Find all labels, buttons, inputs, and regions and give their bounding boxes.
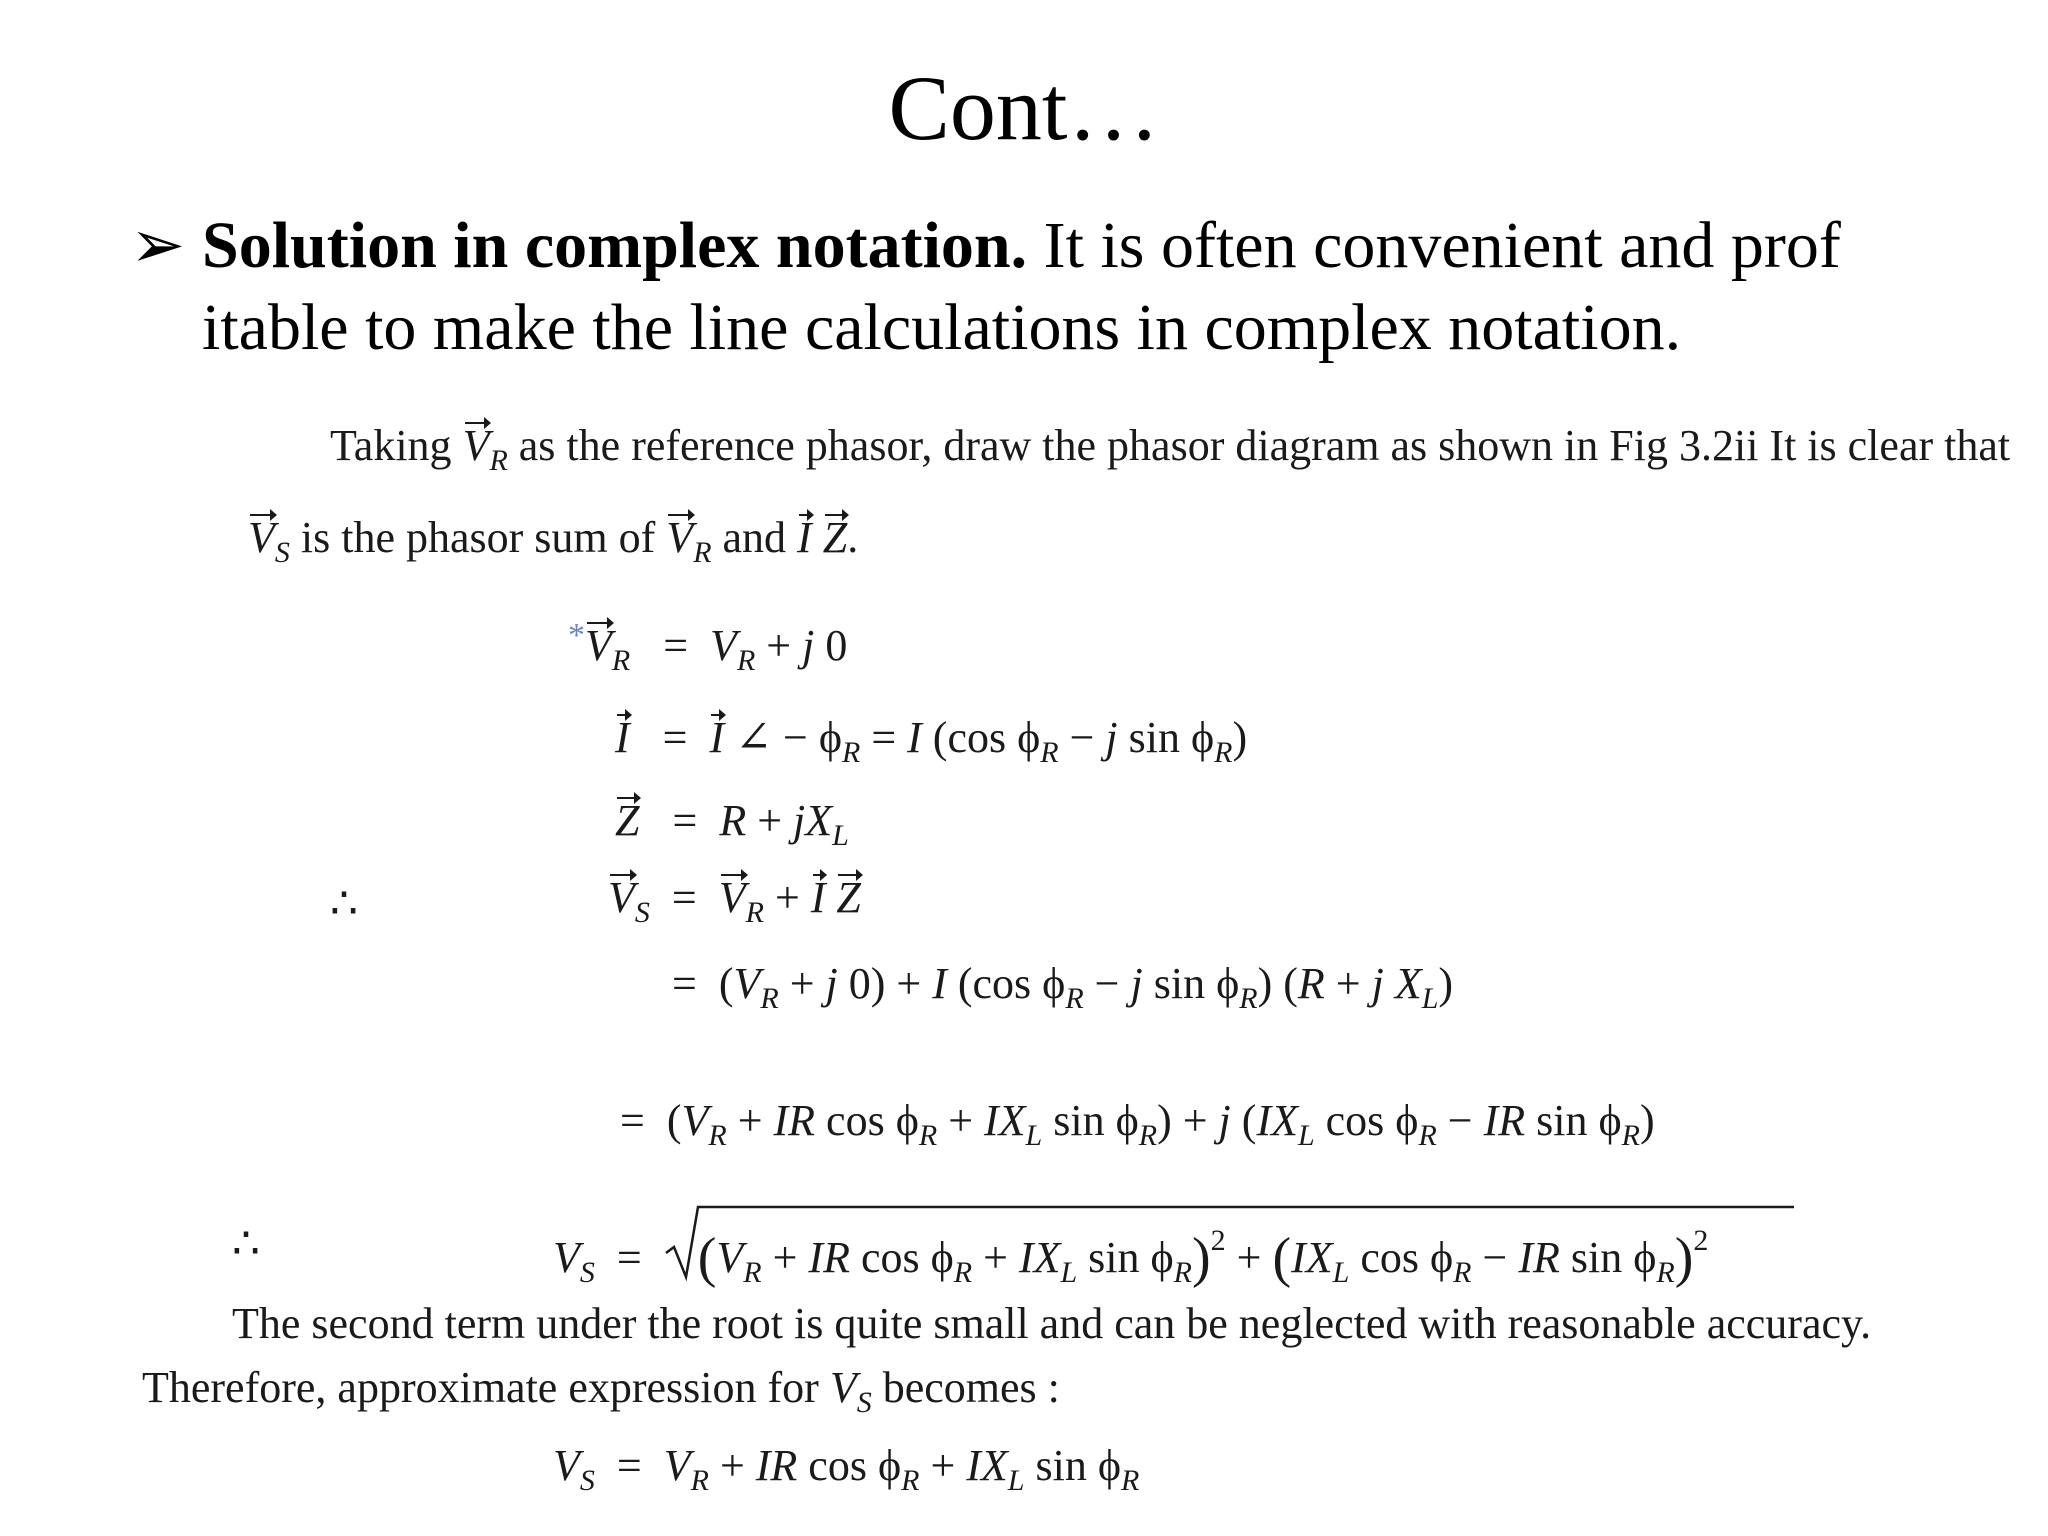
text-becomes: becomes : (882, 1363, 1060, 1412)
vector-vr: V (462, 421, 490, 470)
equation-vs-approx: $V_S = V_R$ + IR $\cos \phi_R + IX_L$ $\sin \phi_R$ (553, 1441, 1140, 1497)
text-line-phasor-sum: $V_S$ is the phasor sum of $V_R$ and I Z. (248, 513, 859, 569)
equation-i: I = I ∠ − $\phi_R = I$ (cos $\phi_R - j$ $\sin \phi_R$) (615, 713, 1248, 769)
bullet-text (202, 205, 1982, 369)
vector-i: I (797, 513, 812, 562)
square-root-icon: ($V_R$ + IR $\cos \phi_R + IX_L$ $\sin \phi_R)^2 + (IX_L$ $\cos \phi_R$ − IR $\sin \phi_R)^2$ (664, 1215, 1709, 1299)
bullet-bold-heading: Solution in complex notation. (202, 209, 1028, 282)
paragraph-second-term: The second term under the root is quite small and can be neglected with reasonable accuracy. (232, 1299, 1872, 1348)
equation-vs-expand: = ($V_R + j$ 0) + I (cos $\phi_R - j$ $\sin \phi_R$) (R + j $X_L$) (672, 959, 1454, 1015)
equation-vr: $^*V_R = V_R + j$ 0 (568, 617, 848, 677)
text-phasor-sum: is the phasor sum of (300, 513, 656, 562)
equation-z: $Z = R + jX_L$ (615, 796, 849, 852)
equation-vs-complex: = ($V_R$ + IR $\cos \phi_R + IX_L$ $\sin \phi_R) + j$ ($IX_L$ $\cos \phi_R$ − IR $\sin \phi_R$) (620, 1096, 1655, 1152)
paragraph-approximate: Therefore, approximate expression for $V_S$ becomes : (142, 1363, 1060, 1419)
bullet-arrow-icon: ➢ (130, 209, 186, 282)
text-and: and (722, 513, 787, 562)
text-reference-phasor: as the reference phasor, draw the phasor diagram as shown in Fig 3.2ii It is clear that (518, 421, 2011, 470)
text-approximate: Therefore, approximate expression for (142, 1363, 819, 1412)
equation-vs-magnitude: $V_S$ = ($V_R$ + IR $\cos \phi_R + IX_L$ $\sin \phi_R)^2 + (IX_L$ $\cos \phi_R$ − IR $\sin \phi_R)^2$ (553, 1215, 1708, 1299)
text-taking: Taking (330, 421, 452, 470)
bullet-body: It is often convenient and prof itable to make the line calculations in complex notation. (202, 209, 1841, 364)
vector-z: Z (822, 513, 848, 562)
vector-vr-2: V (666, 513, 694, 562)
therefore-symbol-2: ∴ (232, 1219, 260, 1268)
text-line-taking: Taking $V_R$ as the reference phasor, draw the phasor diagram as shown in Fig 3.2ii It is clear that (330, 421, 2011, 477)
vector-vs: V (248, 513, 275, 562)
therefore-symbol-1: ∴ (330, 879, 358, 928)
asterisk-mark: * (568, 617, 585, 654)
equation-vs-sum: $V_S = V_R + I$ Z (608, 873, 861, 929)
page-title: Cont… (888, 57, 1160, 159)
